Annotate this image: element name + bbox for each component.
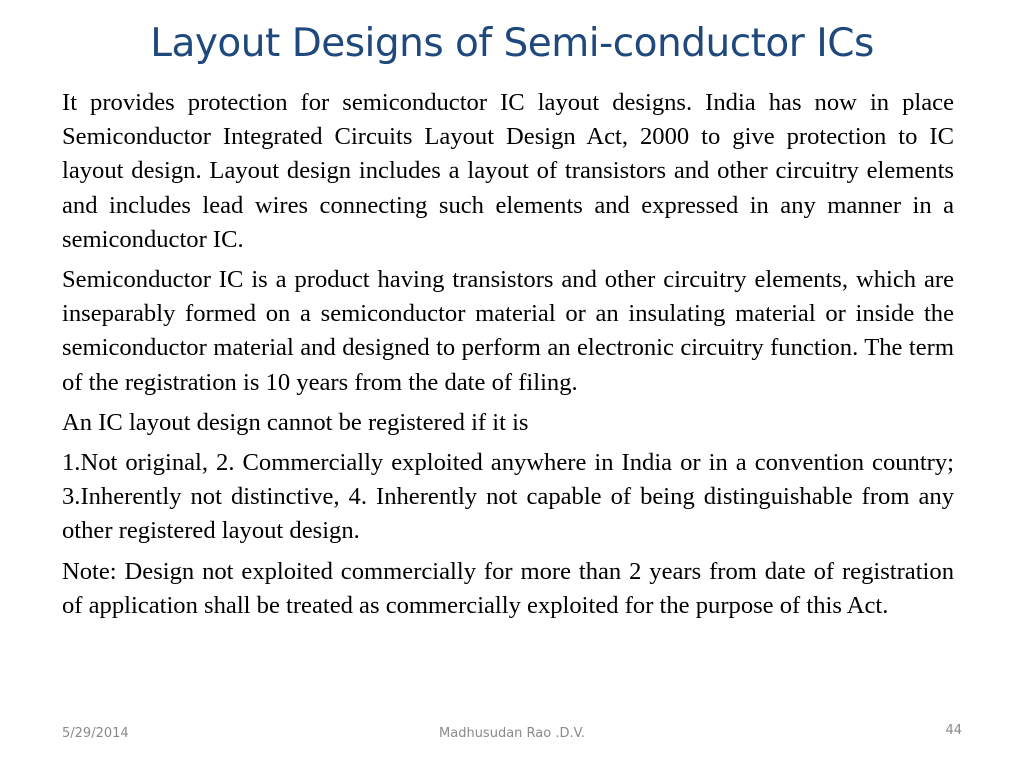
slide-body: [62, 86, 954, 629]
paragraph-ic-protection: It provides protection for semiconductor IC layout designs. India has now in place Semiconductor Integrated Circuits Layout Design Act, 2000 to give protection to IC layout design. Layout design includes a layout of transistors and other circuitry elements and includes lead wires connecting such elements and expressed in any manner in a semiconductor IC.: [62, 89, 954, 253]
slide-title: Layout Designs of Semi-conductor ICs: [150, 21, 874, 66]
paragraph-exclusion-list: 1.Not original, 2. Commercially exploited anywhere in India or in a convention country; 3.Inherently not distinctive, 4. Inherently not capable of being distinguishable from any other registered layout design.: [62, 449, 954, 545]
paragraph-ic-definition: Semiconductor IC is a product having transistors and other circuitry elements, which are inseparably formed on a semiconductor material or an insulating material or inside the semiconductor material and designed to perform an electronic circuitry function. The term of the registration is 10 years from the date of filing.: [62, 266, 954, 396]
paragraph-registration-condition: An IC layout design cannot be registered if it is: [62, 408, 529, 436]
paragraph-note: Note: Design not exploited commercially for more than 2 years from date of registration of application shall be treated as commercially exploited for the purpose of this Act.: [62, 557, 954, 619]
footer-author: Madhusudan Rao .D.V.: [439, 726, 585, 741]
page-number: 44: [945, 723, 962, 738]
footer-date: 5/29/2014: [62, 726, 129, 741]
